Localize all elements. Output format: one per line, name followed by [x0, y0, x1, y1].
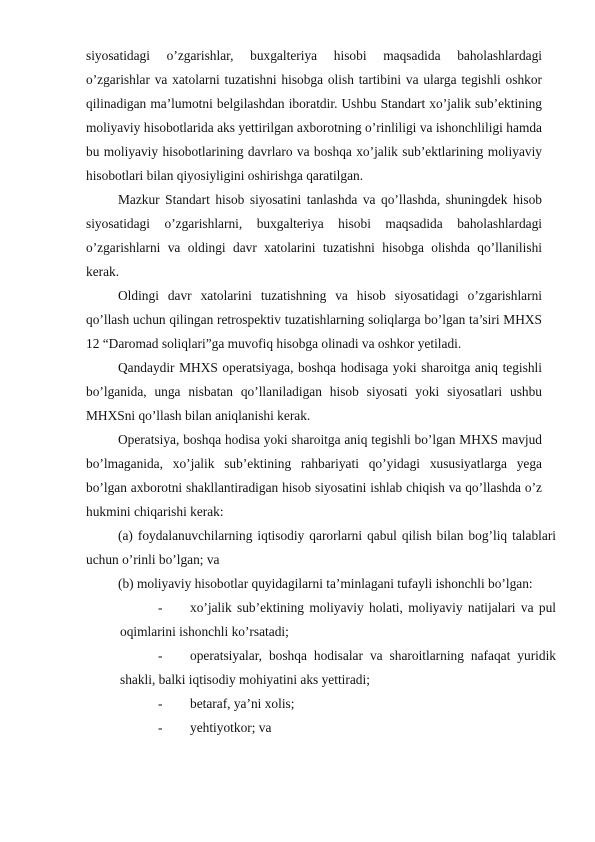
paragraph: Oldingi davr xatolarini tuzatishning va hisob siyosatidagi o’zgarishlarni qo’llash uchun qilingan retrospektiv tuzatishlarning soliqlarga bo’lgan ta’siri MHXS 12 “Daromad soliqlari”ga muvofiq hisobga olinadi va oshkor yetiladi.	[86, 288, 542, 351]
paragraph: Mazkur Standart hisob siyosatini tanlashda va qo’llashda, shuningdek hisob siyosatidagi o’zgarishlarni, buxgalteriya hisobi maqsadida baholashlardagi o’zgarishlarni va oldingi davr xatolarini tuzatishni hisobga olishda qo’llanilishi kerak.	[86, 192, 542, 279]
bullet-dash: -	[158, 600, 163, 615]
paragraph: Qandaydir MHXS operatsiyaga, boshqa hodisaga yoki sharoitga aniq tegishli bo’lganida, unga nisbatan qo’llaniladigan hisob siyosati yoki siyosatlari ushbu MHXSni qo’llash bilan aniqlanishi kerak.	[86, 360, 542, 423]
bullet-dash: -	[158, 696, 163, 711]
bullet-item	[86, 716, 556, 740]
bullet-text: yehtiyotkor; va	[190, 720, 272, 735]
bullet-item	[86, 644, 556, 692]
bullet-item	[86, 596, 556, 644]
bullet-text: xo’jalik sub’ektining moliyaviy holati, moliyaviy natijalari va pul oqimlarini ishonchli ko’rsatadi;	[120, 600, 556, 639]
paragraph: Operatsiya, boshqa hodisa yoki sharoitga aniq tegishli bo’lgan MHXS mavjud bo’lmaganida, xo’jalik sub’ektining rahbariyati qo’yidagi xususiyatlarga yega bo’lgan axborotni shakllantiradigan hisob siyosatini ishlab chiqish va qo’llashda o’z hukmini chiqarishi kerak:	[86, 432, 542, 519]
bullet-dash: -	[158, 648, 163, 663]
bullet-item	[86, 692, 556, 716]
bullet-text: betaraf, ya’ni xolis;	[190, 696, 295, 711]
document-page	[86, 44, 556, 740]
paragraph: siyosatidagi o’zgarishlar, buxgalteriya hisobi maqsadida baholashlardagi o’zgarishlar va xatolarni tuzatishni hisobga olish tartibini va ularga tegishli oshkor qilinadigan ma’lumotni belgilashdan iboratdir. Ushbu Standart xo’jalik sub’ektining moliyaviy hisobotlarida aks yettirilgan axborotning o’rinliligi va ishonchliligi hamda bu moliyaviy hisobotlarining davrlaro va boshqa xo’jalik sub’ektlarining moliyaviy hisobotlari bilan qiyosiyligini oshirishga qaratilgan.	[86, 48, 542, 183]
list-item-b: (b) moliyaviy hisobotlar quyidagilarni ta’minlagani tufayli ishonchli bo’lgan:	[118, 576, 533, 591]
list-item-a: (a) foydalanuvchilarning iqtisodiy qarorlarni qabul qilish bilan bog’liq talablari uchun o’rinli bo’lgan; va	[86, 528, 556, 567]
bullet-dash: -	[158, 720, 163, 735]
bullet-text: operatsiyalar, boshqa hodisalar va sharoitlarning nafaqat yuridik shakli, balki iqtisodiy mohiyatini aks yettiradi;	[120, 648, 556, 687]
